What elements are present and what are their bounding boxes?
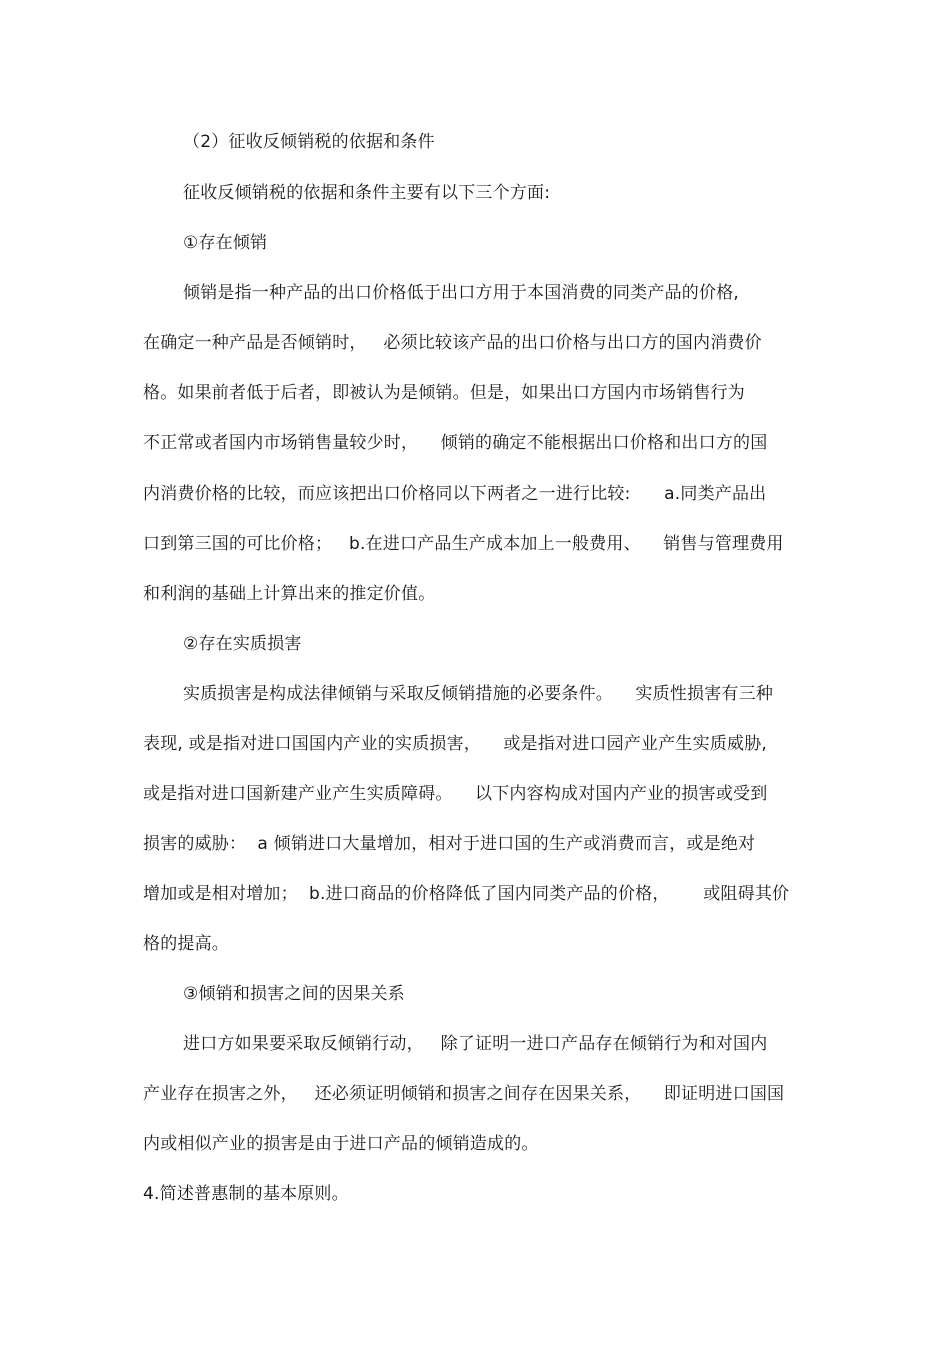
paragraph-line: 不正常或者国内市场销售量较少时， 倾销的确定不能根据出口价格和出口方的国: [143, 433, 768, 453]
item-heading: ③倾销和损害之间的因果关系: [183, 984, 405, 1004]
question-heading: 4.简述普惠制的基本原则。: [143, 1184, 349, 1204]
paragraph-line: 表现, 或是指对进口国国内产业的实质损害， 或是指对进口园产业产生实质威胁,: [143, 734, 768, 754]
paragraph-line: 和利润的基础上计算出来的推定价值。: [143, 584, 436, 604]
paragraph-line: 在确定一种产品是否倾销时， 必须比较该产品的出口价格与出口方的国内消费价: [143, 333, 762, 353]
item-heading: ①存在倾销: [183, 233, 268, 253]
paragraph-line: 口到第三国的可比价格； b.在进口产品生产成本加上一般费用、 销售与管理费用: [143, 534, 784, 554]
paragraph-line: 损害的威胁： a 倾销进口大量增加，相对于进口国的生产或消费而言，或是绝对: [143, 834, 756, 854]
paragraph-line: 征收反倾销税的依据和条件主要有以下三个方面:: [183, 183, 551, 203]
paragraph-line: 内消费价格的比较，而应该把出口价格同以下两者之一进行比较: a.同类产品出: [143, 484, 767, 504]
paragraph-line: 格的提高。: [143, 934, 229, 954]
paragraph-line: 进口方如果要采取反倾销行动， 除了证明一进口产品存在倾销行为和对国内: [183, 1034, 768, 1054]
paragraph-line: 内或相似产业的损害是由于进口产品的倾销造成的。: [143, 1134, 539, 1154]
paragraph-line: 实质损害是构成法律倾销与采取反倾销措施的必要条件。 实质性损害有三种: [183, 684, 774, 704]
paragraph-line: 产业存在损害之外， 还必须证明倾销和损害之间存在因果关系， 即证明进口国国: [143, 1084, 785, 1104]
subsection-heading: （2）征收反倾销税的依据和条件: [183, 132, 435, 152]
paragraph-line: 或是指对进口国新建产业产生实质障碍。 以下内容构成对国内产业的损害或受到: [143, 784, 768, 804]
paragraph-line: 增加或是相对增加； b.进口商品的价格降低了国内同类产品的价格， 或阻碍其价: [143, 884, 790, 904]
paragraph-line: 倾销是指一种产品的出口价格低于出口方用于本国消费的同类产品的价格,: [183, 283, 740, 303]
paragraph-line: 格。如果前者低于后者，即被认为是倾销。但是，如果出口方国内市场销售行为: [143, 383, 745, 403]
item-heading: ②存在实质损害: [183, 634, 302, 654]
